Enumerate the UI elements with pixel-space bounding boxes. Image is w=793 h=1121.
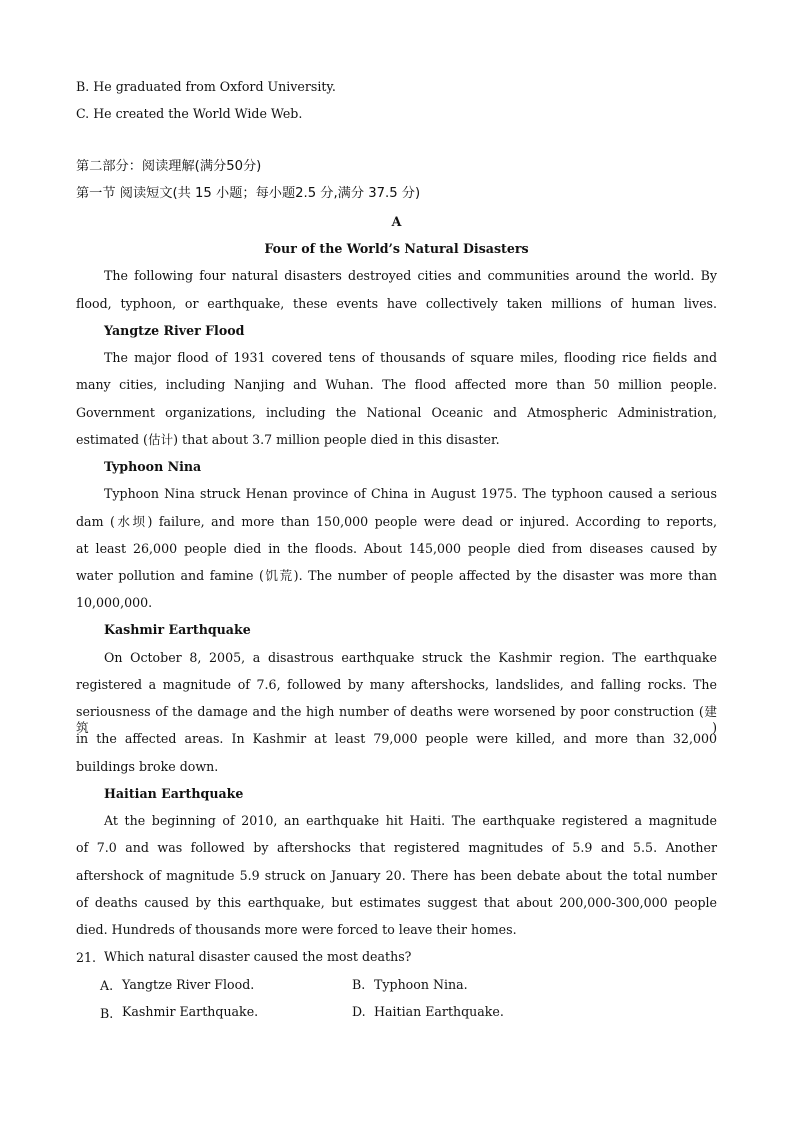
paragraph-line: seriousness of the damage and the high number of deaths were worsened by poor construction (建筑) xyxy=(76,704,717,735)
subsection-heading: 第一节 阅读短文(共 15 小题；每小题2.5 分,满分 37.5 分) xyxy=(76,186,421,201)
option-letter: D. xyxy=(352,1004,366,1019)
option-letter: A. xyxy=(100,978,114,993)
paragraph-line: buildings broke down. xyxy=(76,759,219,774)
option-letter: B. xyxy=(352,977,366,992)
paragraph-line: aftershock of magnitude 5.9 struck on January 20. There has been debate about the total number xyxy=(76,868,717,883)
previous-option-c: C. He created the World Wide Web. xyxy=(76,106,303,121)
section-heading: 第二部分：阅读理解(满分50分) xyxy=(76,159,262,174)
paragraph-line: The major flood of 1931 covered tens of thousands of square miles, flooding rice fields and xyxy=(104,350,717,365)
section-heading-yangtze: Yangtze River Flood xyxy=(104,323,245,338)
paragraph-line: Government organizations, including the National Oceanic and Atmospheric Administration, xyxy=(76,405,717,420)
passage-title: Four of the World’s Natural Disasters xyxy=(264,241,529,256)
section-heading-typhoon: Typhoon Nina xyxy=(104,459,202,474)
intro-line: flood, typhoon, or earthquake, these events have collectively taken millions of human lives. xyxy=(76,296,717,311)
paragraph-line: Typhoon Nina struck Henan province of China in August 1975. The typhoon caused a serious xyxy=(104,486,717,501)
paragraph-line: of 7.0 and was followed by aftershocks that registered magnitudes of 5.9 and 5.5. Another xyxy=(76,840,717,855)
paragraph-line: of deaths caused by this earthquake, but estimates suggest that about 200,000-300,000 people xyxy=(76,895,717,910)
section-heading-kashmir: Kashmir Earthquake xyxy=(104,622,251,637)
paragraph-line: registered a magnitude of 7.6, followed by many aftershocks, landslides, and falling rocks. The xyxy=(76,677,717,692)
previous-option-b: B. He graduated from Oxford University. xyxy=(76,79,336,94)
passage-letter: A xyxy=(391,214,402,229)
paragraph-line: On October 8, 2005, a disastrous earthquake struck the Kashmir region. The earthquake xyxy=(104,650,717,665)
paragraph-line: dam (水坝) failure, and more than 150,000 people were dead or injured. According to reports, xyxy=(76,514,717,529)
option-a-text: Yangtze River Flood. xyxy=(122,977,255,992)
option-d-text: Haitian Earthquake. xyxy=(374,1004,504,1019)
paragraph-line: died. Hundreds of thousands more were forced to leave their homes. xyxy=(76,922,517,937)
paragraph-line: in the affected areas. In Kashmir at least 79,000 people were killed, and more than 32,000 xyxy=(76,731,717,746)
paragraph-line: water pollution and famine (饥荒). The number of people affected by the disaster was more than xyxy=(76,568,717,583)
paragraph-line: 10,000,000. xyxy=(76,595,153,610)
paragraph-line: many cities, including Nanjing and Wuhan. The flood affected more than 50 million people. xyxy=(76,377,717,392)
intro-line: The following four natural disasters destroyed cities and communities around the world. By xyxy=(104,268,717,283)
paragraph-line: At the beginning of 2010, an earthquake hit Haiti. The earthquake registered a magnitude xyxy=(104,813,717,828)
option-c-text: Kashmir Earthquake. xyxy=(122,1004,259,1019)
paragraph-line: estimated (估计) that about 3.7 million people died in this disaster. xyxy=(76,432,500,447)
paragraph-line: at least 26,000 people died in the floods. About 145,000 people died from diseases caused by xyxy=(76,541,717,556)
option-b-text: Typhoon Nina. xyxy=(374,977,468,992)
section-heading-haiti: Haitian Earthquake xyxy=(104,786,244,801)
question-number: 21. xyxy=(76,950,97,965)
option-letter: B. xyxy=(100,1006,114,1021)
question-text: Which natural disaster caused the most deaths? xyxy=(104,949,412,964)
